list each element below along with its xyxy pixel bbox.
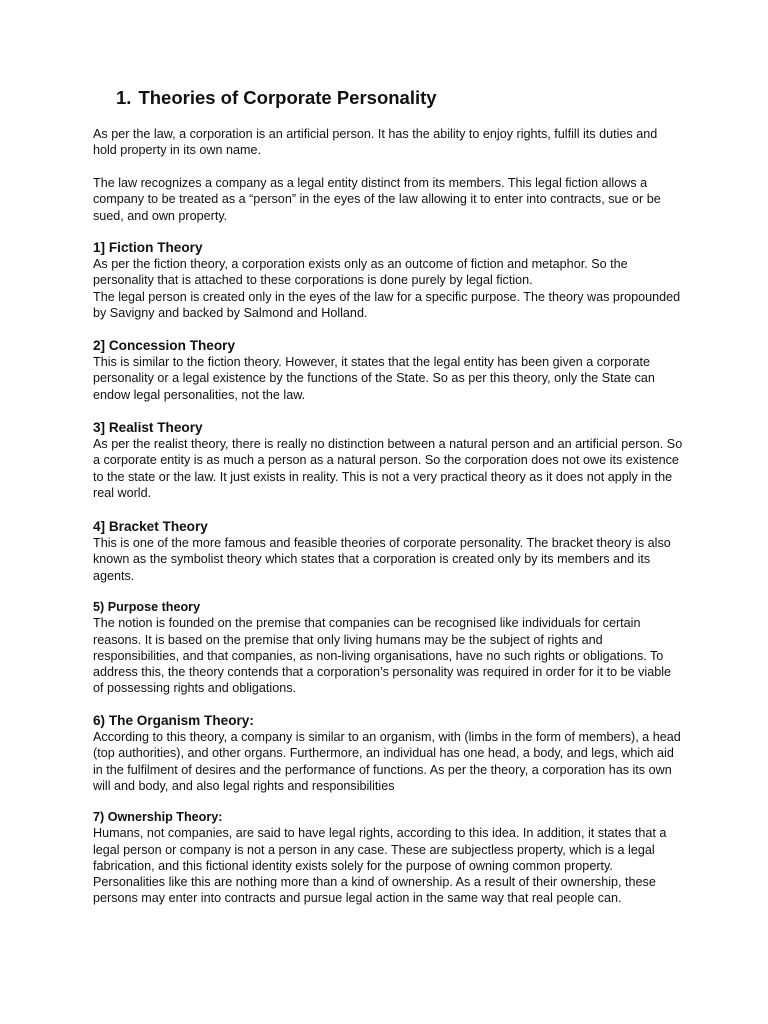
section-heading: 1] Fiction Theory [93, 240, 203, 255]
section-paragraph: The notion is founded on the premise that companies can be recognised like individuals for certain reasons. It is based on the premise that only living humans may be the subject of rights and responsibilities, and that companies, as non-living organisations, have no such rights or obligations. To address this, the theory contends that a corporation’s personality was required in order for it to be viable of possessing rights and obligations. [93, 616, 672, 696]
section-paragraph: Humans, not companies, are said to have legal rights, according to this idea. In addition, it states that a legal person or company is not a person in any case. These are subjectless property, which is a legal fabrication, and this fictional identity exists solely for the purpose of owning common property. Personalities like this are nothing more than a kind of ownership. As a result of their ownership, these persons may enter into contracts and pursue legal action in the same way that real people can. [93, 826, 667, 906]
section-heading: 4] Bracket Theory [93, 519, 208, 534]
section-concession-theory [93, 337, 683, 403]
section-paragraph: This is similar to the fiction theory. However, it states that the legal entity has been given a corporate personality or a legal existence by the functions of the State. So as per this theory, only the State can endow legal personalities, not the law. [93, 355, 655, 402]
intro-paragraph: The law recognizes a company as a legal entity distinct from its members. This legal fiction allows a company to be treated as a “person” in the eyes of the law allowing it to enter into contracts, sue or be sued, and own property. [93, 176, 661, 223]
section-bracket-theory [93, 518, 683, 584]
section-paragraph: The legal person is created only in the eyes of the law for a specific purpose. The theory was propounded by Savigny and backed by Salmond and Holland. [93, 289, 681, 320]
section-purpose-theory [93, 599, 683, 697]
section-fiction-theory [93, 239, 683, 321]
section-heading: 6) The Organism Theory: [93, 713, 254, 728]
section-realist-theory [93, 419, 683, 501]
section-ownership-theory [93, 809, 683, 907]
section-paragraph: This is one of the more famous and feasible theories of corporate personality. The bracket theory is also known as the symbolist theory which states that a corporation is created only by its members and its agents. [93, 536, 671, 583]
section-paragraph: According to this theory, a company is similar to an organism, with (limbs in the form of members), a head (top authorities), and other organs. Furthermore, an individual has one head, a body, and legs, which aid in the fulfilment of desires and the performance of functions. As per the theory, a corporation has its own will and body, and also legal rights and responsibilities [93, 730, 681, 793]
section-heading: 7) Ownership Theory: [93, 810, 223, 824]
section-organism-theory [93, 712, 683, 794]
section-heading: 3] Realist Theory [93, 420, 203, 435]
section-paragraph: As per the realist theory, there is really no distinction between a natural person and an artificial person. So a corporate entity is as much a person as a natural person. So the corporation does not owe its existence to the state or the law. It just exists in reality. This is not a very practical theory as it does not apply in the real world. [93, 437, 683, 500]
intro-paragraph: As per the law, a corporation is an artificial person. It has the ability to enjoy rights, fulfill its duties and hold property in its own name. [93, 127, 658, 158]
page-title [116, 86, 437, 110]
section-paragraph: As per the fiction theory, a corporation exists only as an outcome of fiction and metaphor. So the personality that is attached to these corporations is done purely by legal fiction. [93, 257, 628, 288]
title-number: 1. [116, 87, 132, 108]
title-text: Theories of Corporate Personality [138, 87, 437, 108]
section-heading: 2] Concession Theory [93, 338, 236, 353]
section-heading: 5) Purpose theory [93, 600, 201, 614]
